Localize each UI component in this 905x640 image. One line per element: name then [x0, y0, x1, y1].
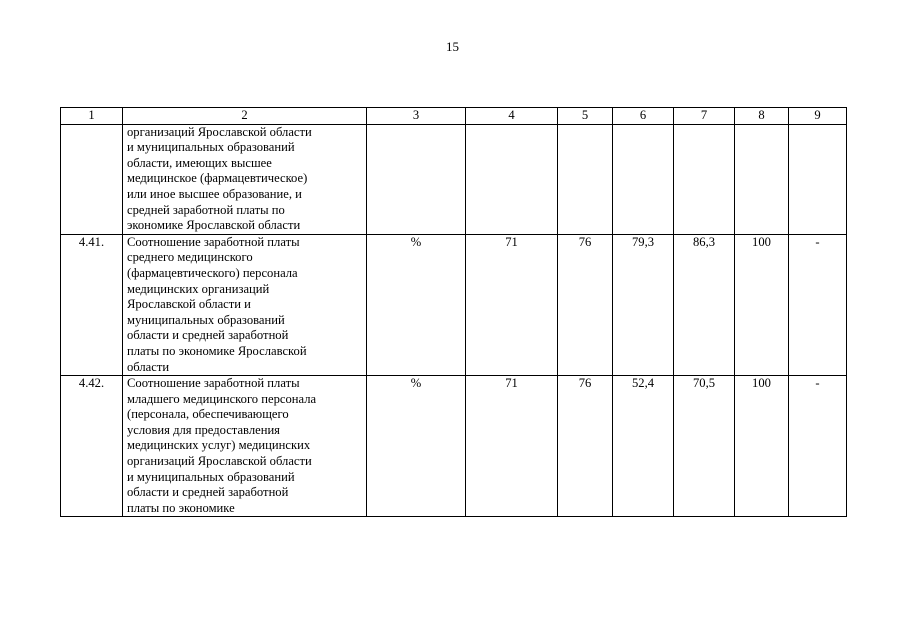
- header-cell-5: 5: [558, 108, 613, 125]
- value-cell-4: 71: [466, 234, 558, 375]
- value-cell-8: 100: [735, 376, 789, 517]
- row-description: [123, 124, 367, 234]
- table-row: [61, 376, 847, 517]
- description-line: условия для предоставления: [127, 422, 280, 437]
- value-cell-8: [735, 124, 789, 234]
- row-description: [123, 234, 367, 375]
- description-line: Соотношение заработной платы: [127, 234, 300, 249]
- description-line: младшего медицинского персонала: [127, 391, 317, 406]
- row-number: 4.42.: [61, 376, 123, 517]
- description-line: организаций Ярославской области: [127, 124, 312, 139]
- value-cell-5: 76: [558, 376, 613, 517]
- header-cell-6: 6: [613, 108, 674, 125]
- description-line: медицинское (фармацевтическое): [127, 171, 308, 186]
- description-line: области: [127, 359, 170, 374]
- value-cell-5: [558, 124, 613, 234]
- description-line: (фармацевтического) персонала: [127, 265, 298, 280]
- value-cell-8: 100: [735, 234, 789, 375]
- description-line: средней заработной платы по: [127, 202, 285, 217]
- value-cell-4: [466, 124, 558, 234]
- description-line: области, имеющих высшее: [127, 155, 272, 170]
- value-cell-4: 71: [466, 376, 558, 517]
- description-line: среднего медицинского: [127, 250, 253, 265]
- unit-cell: %: [367, 376, 466, 517]
- value-cell-7: [674, 124, 735, 234]
- header-cell-9: 9: [789, 108, 847, 125]
- description-line: и муниципальных образований: [127, 140, 295, 155]
- description-line: платы по экономике Ярославской: [127, 343, 307, 358]
- indicators-table: [60, 107, 847, 517]
- description-line: области и средней заработной: [127, 328, 289, 343]
- description-line: или иное высшее образование, и: [127, 186, 302, 201]
- description-line: организаций Ярославской области: [127, 454, 312, 469]
- header-cell-4: 4: [466, 108, 558, 125]
- value-cell-6: [613, 124, 674, 234]
- header-cell-8: 8: [735, 108, 789, 125]
- header-cell-2: 2: [123, 108, 367, 125]
- description-line: экономике Ярославской области: [127, 218, 301, 233]
- value-cell-6: 79,3: [613, 234, 674, 375]
- description-line: и муниципальных образований: [127, 469, 295, 484]
- row-number: 4.41.: [61, 234, 123, 375]
- value-cell-6: 52,4: [613, 376, 674, 517]
- page-number: 15: [446, 39, 459, 54]
- header-cell-3: 3: [367, 108, 466, 125]
- value-cell-9: [789, 124, 847, 234]
- row-number: [61, 124, 123, 234]
- description-line: (персонала, обеспечивающего: [127, 407, 289, 422]
- unit-cell: %: [367, 234, 466, 375]
- value-cell-5: 76: [558, 234, 613, 375]
- description-line: муниципальных образований: [127, 312, 285, 327]
- table-row: [61, 234, 847, 375]
- value-cell-9: -: [789, 376, 847, 517]
- value-cell-9: -: [789, 234, 847, 375]
- table-row: [61, 124, 847, 234]
- row-description: [123, 376, 367, 517]
- description-line: области и средней заработной: [127, 485, 289, 500]
- value-cell-7: 70,5: [674, 376, 735, 517]
- description-line: медицинских организаций: [127, 281, 270, 296]
- table-header-row: [61, 108, 847, 125]
- unit-cell: [367, 124, 466, 234]
- description-line: Соотношение заработной платы: [127, 376, 300, 391]
- description-line: Ярославской области и: [127, 297, 251, 312]
- value-cell-7: 86,3: [674, 234, 735, 375]
- header-cell-7: 7: [674, 108, 735, 125]
- description-line: медицинских услуг) медицинских: [127, 438, 311, 453]
- description-line: платы по экономике: [127, 500, 235, 515]
- header-cell-1: 1: [61, 108, 123, 125]
